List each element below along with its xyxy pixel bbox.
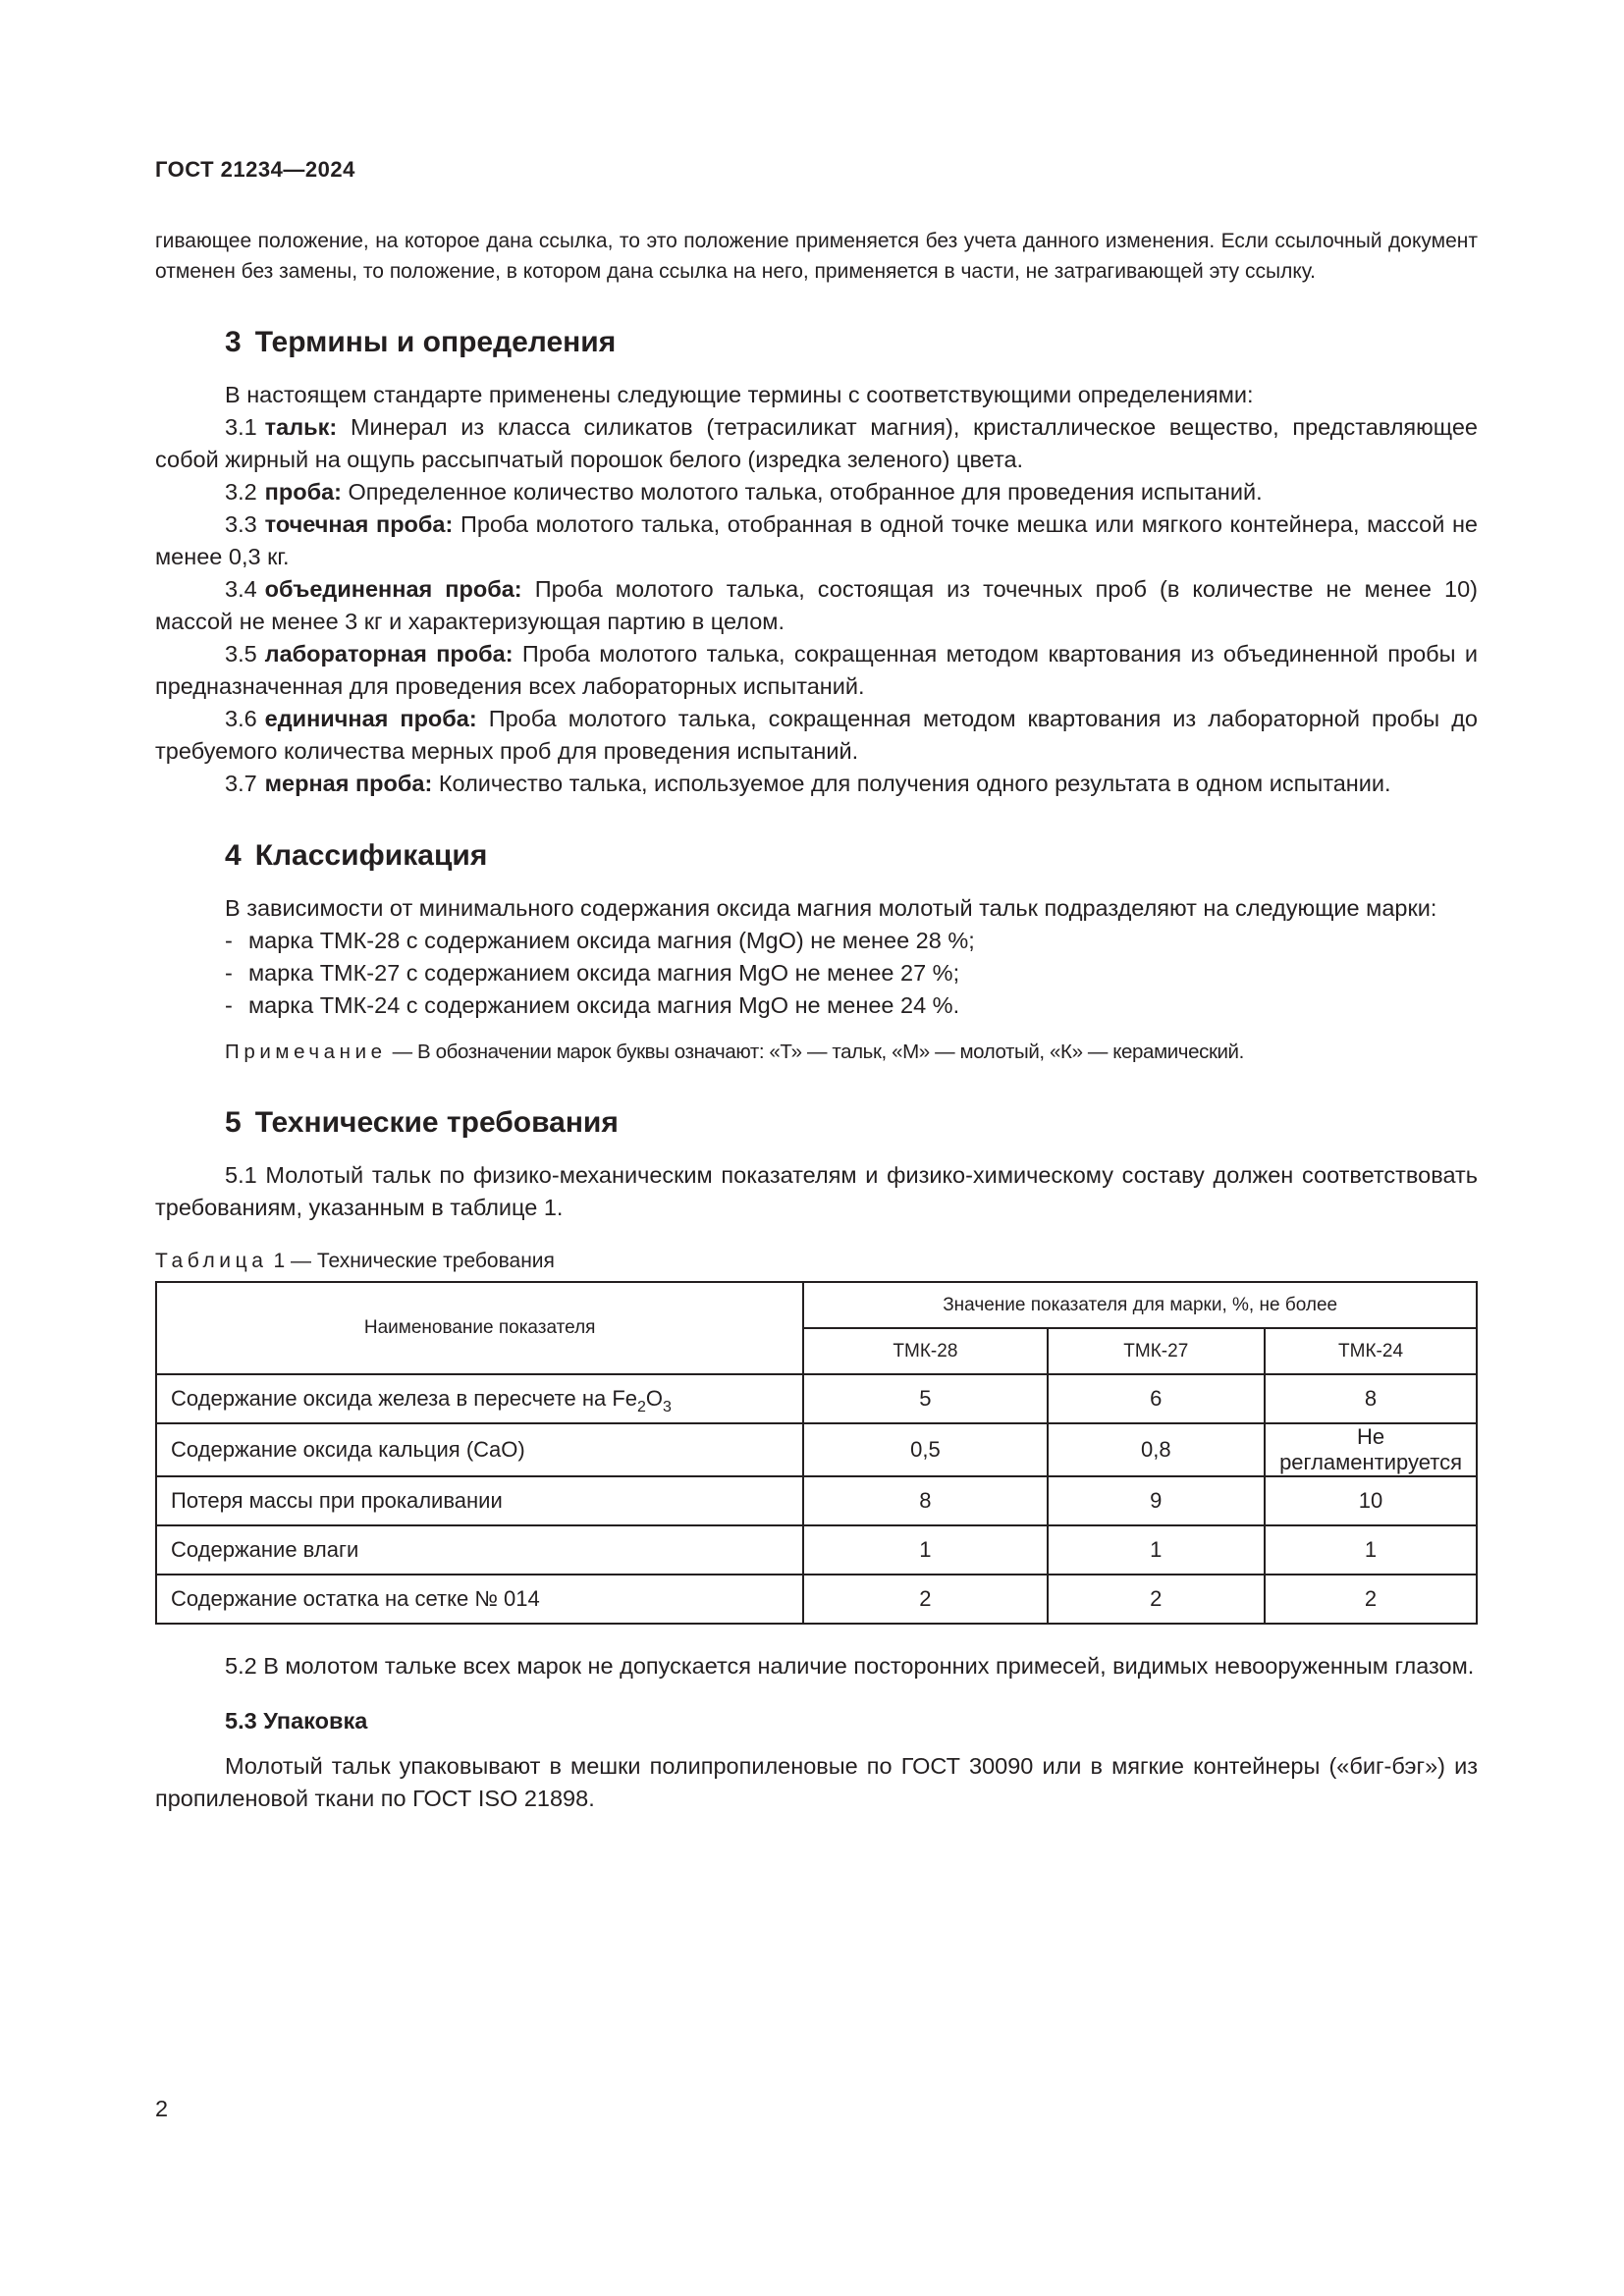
running-header: ГОСТ 21234—2024 bbox=[155, 157, 355, 182]
header-grade: ТМК-24 bbox=[1265, 1328, 1477, 1374]
value-cell: 1 bbox=[1048, 1525, 1266, 1575]
term-number: 3.7 bbox=[225, 771, 257, 796]
section-number: 4 bbox=[225, 839, 242, 872]
value-cell: 1 bbox=[803, 1525, 1047, 1575]
page-number: 2 bbox=[155, 2096, 169, 2121]
header-grade: ТМК-27 bbox=[1048, 1328, 1266, 1374]
value-cell: 8 bbox=[803, 1476, 1047, 1525]
note-label: Примечание bbox=[225, 1041, 387, 1063]
paragraph-5-2: 5.2 В молотом тальке всех марок не допускается наличие посторонних примесей, видимых невооруженным глазом. bbox=[225, 1653, 1475, 1679]
value-cell: 0,5 bbox=[803, 1423, 1047, 1476]
term-name: проба: bbox=[264, 479, 342, 505]
value-cell: Не регламентируется bbox=[1265, 1423, 1477, 1476]
indicator-name: Содержание остатка на сетке № 014 bbox=[156, 1575, 803, 1624]
section-title: Классификация bbox=[254, 839, 488, 872]
term-number: 3.6 bbox=[225, 706, 257, 731]
requirements-table bbox=[155, 1281, 1478, 1625]
header-indicator-name: Наименование показателя bbox=[156, 1282, 803, 1374]
term-number: 3.3 bbox=[225, 511, 257, 537]
table-row bbox=[156, 1575, 1477, 1624]
section-5-heading bbox=[225, 1106, 1478, 1140]
term-text: Определенное количество молотого талька, отобранное для проведения испытаний. bbox=[348, 479, 1263, 505]
section-3-lead: В настоящем стандарте применены следующие термины с соответствующими определениями: bbox=[225, 382, 1254, 407]
note-text: — В обозначении марок буквы означают: «Т» — тальк, «М» — молотый, «К» — керамический. bbox=[392, 1041, 1244, 1063]
section-4-lead: В зависимости от минимального содержания оксида магния молотый тальк подразделяют на следующие марки: bbox=[225, 895, 1437, 921]
list-item: - марка ТМК-27 с содержанием оксида магния MgO не менее 27 %; bbox=[225, 960, 960, 986]
term-text: Количество талька, используемое для получения одного результата в одном испытании. bbox=[438, 771, 1391, 796]
value-cell: 2 bbox=[1048, 1575, 1266, 1624]
section-title: Технические требования bbox=[254, 1106, 619, 1139]
value-cell: 8 bbox=[1265, 1374, 1477, 1423]
section-number: 3 bbox=[225, 326, 242, 358]
table-row bbox=[156, 1476, 1477, 1525]
term-name: лабораторная проба: bbox=[264, 641, 514, 667]
list-item: - марка ТМК-24 с содержанием оксида магния MgO не менее 24 %. bbox=[225, 992, 960, 1018]
section-4-heading bbox=[225, 839, 1478, 873]
term-definition bbox=[155, 768, 1478, 800]
paragraph-5-3: Молотый тальк упаковывают в мешки полипропиленовые по ГОСТ 30090 или в мягкие контейнеры («биг-бэг») из пропиленовой ткани по ГОСТ ISO 21898. bbox=[155, 1753, 1478, 1811]
value-cell: 0,8 bbox=[1048, 1423, 1266, 1476]
term-number: 3.1 bbox=[225, 414, 257, 440]
term-name: точечная проба: bbox=[264, 511, 454, 537]
term-definition bbox=[155, 476, 1478, 508]
indicator-name: Содержание оксида железа в пересчете на $Fe_2O_3$ bbox=[156, 1374, 803, 1423]
term-number: 3.2 bbox=[225, 479, 257, 505]
section-3-heading bbox=[225, 326, 1478, 359]
term-number: 3.5 bbox=[225, 641, 257, 667]
section-number: 5 bbox=[225, 1106, 242, 1139]
value-cell: 5 bbox=[803, 1374, 1047, 1423]
indicator-name: Содержание оксида кальция (CaO) bbox=[156, 1423, 803, 1476]
list-item: - марка ТМК-28 с содержанием оксида магния (MgO) не менее 28 %; bbox=[225, 928, 975, 953]
note bbox=[225, 1038, 1478, 1067]
term-text: Минерал из класса силикатов (тетрасиликат магния), кристаллическое вещество, представляющее собой жирный на ощупь рассыпчатый порошок белого (изредка зеленого) цвета. bbox=[155, 414, 1478, 472]
term-text: Проба молотого талька, состоящая из точечных проб (в количестве не менее 10) массой не менее 3 кг и характеризующая партию в целом. bbox=[155, 576, 1479, 634]
table-row bbox=[156, 1374, 1477, 1423]
term-text: Проба молотого талька, сокращенная методом квартования из объединенной пробы и предназначенная для проведения всех лабораторных испытаний. bbox=[155, 641, 1478, 699]
term-text: Проба молотого талька, отобранная в одной точке мешка или мягкого контейнера, массой не менее 0,3 кг. bbox=[155, 511, 1479, 569]
term-name: тальк: bbox=[264, 414, 338, 440]
table-row bbox=[156, 1525, 1477, 1575]
section-title: Термины и определения bbox=[254, 326, 617, 358]
term-name: единичная проба: bbox=[264, 706, 477, 731]
value-cell: 6 bbox=[1048, 1374, 1266, 1423]
grade-list bbox=[155, 925, 1478, 1022]
term-name: объединенная проба: bbox=[264, 576, 522, 602]
subsection-5-3-heading: 5.3 Упаковка bbox=[225, 1708, 368, 1734]
value-cell: 9 bbox=[1048, 1476, 1266, 1525]
continuation-paragraph: гивающее положение, на которое дана ссылка, то это положение применяется без учета данного изменения. Если ссылочный документ отменен без замены, то положение, в котором дана ссылка на него, применяется в части, не затрагивающей эту ссылку. bbox=[155, 230, 1478, 283]
table-caption: Таблица 1 — Технические требования bbox=[155, 1250, 555, 1272]
indicator-name: Потеря массы при прокаливании bbox=[156, 1476, 803, 1525]
indicator-name: Содержание влаги bbox=[156, 1525, 803, 1575]
term-definition bbox=[155, 508, 1478, 573]
value-cell: 1 bbox=[1265, 1525, 1477, 1575]
term-text: Проба молотого талька, сокращенная методом квартования из лабораторной пробы до требуемого количества мерных проб для проведения испытаний. bbox=[155, 706, 1478, 764]
value-cell: 2 bbox=[1265, 1575, 1477, 1624]
term-list bbox=[155, 411, 1478, 800]
term-definition bbox=[155, 411, 1478, 476]
term-definition bbox=[155, 703, 1478, 768]
value-cell: 2 bbox=[803, 1575, 1047, 1624]
paragraph-5-1: 5.1 Молотый тальк по физико-механическим показателям и физико-химическому составу должен соответствовать требованиям, указанным в таблице 1. bbox=[155, 1162, 1478, 1220]
term-definition bbox=[155, 638, 1478, 703]
document-page bbox=[155, 147, 1478, 1815]
header-grade-group: Значение показателя для марки, %, не более bbox=[803, 1282, 1477, 1328]
table-row bbox=[156, 1423, 1477, 1476]
value-cell: 10 bbox=[1265, 1476, 1477, 1525]
term-definition bbox=[155, 573, 1478, 638]
term-number: 3.4 bbox=[225, 576, 257, 602]
term-name: мерная проба: bbox=[264, 771, 433, 796]
header-grade: ТМК-28 bbox=[803, 1328, 1047, 1374]
